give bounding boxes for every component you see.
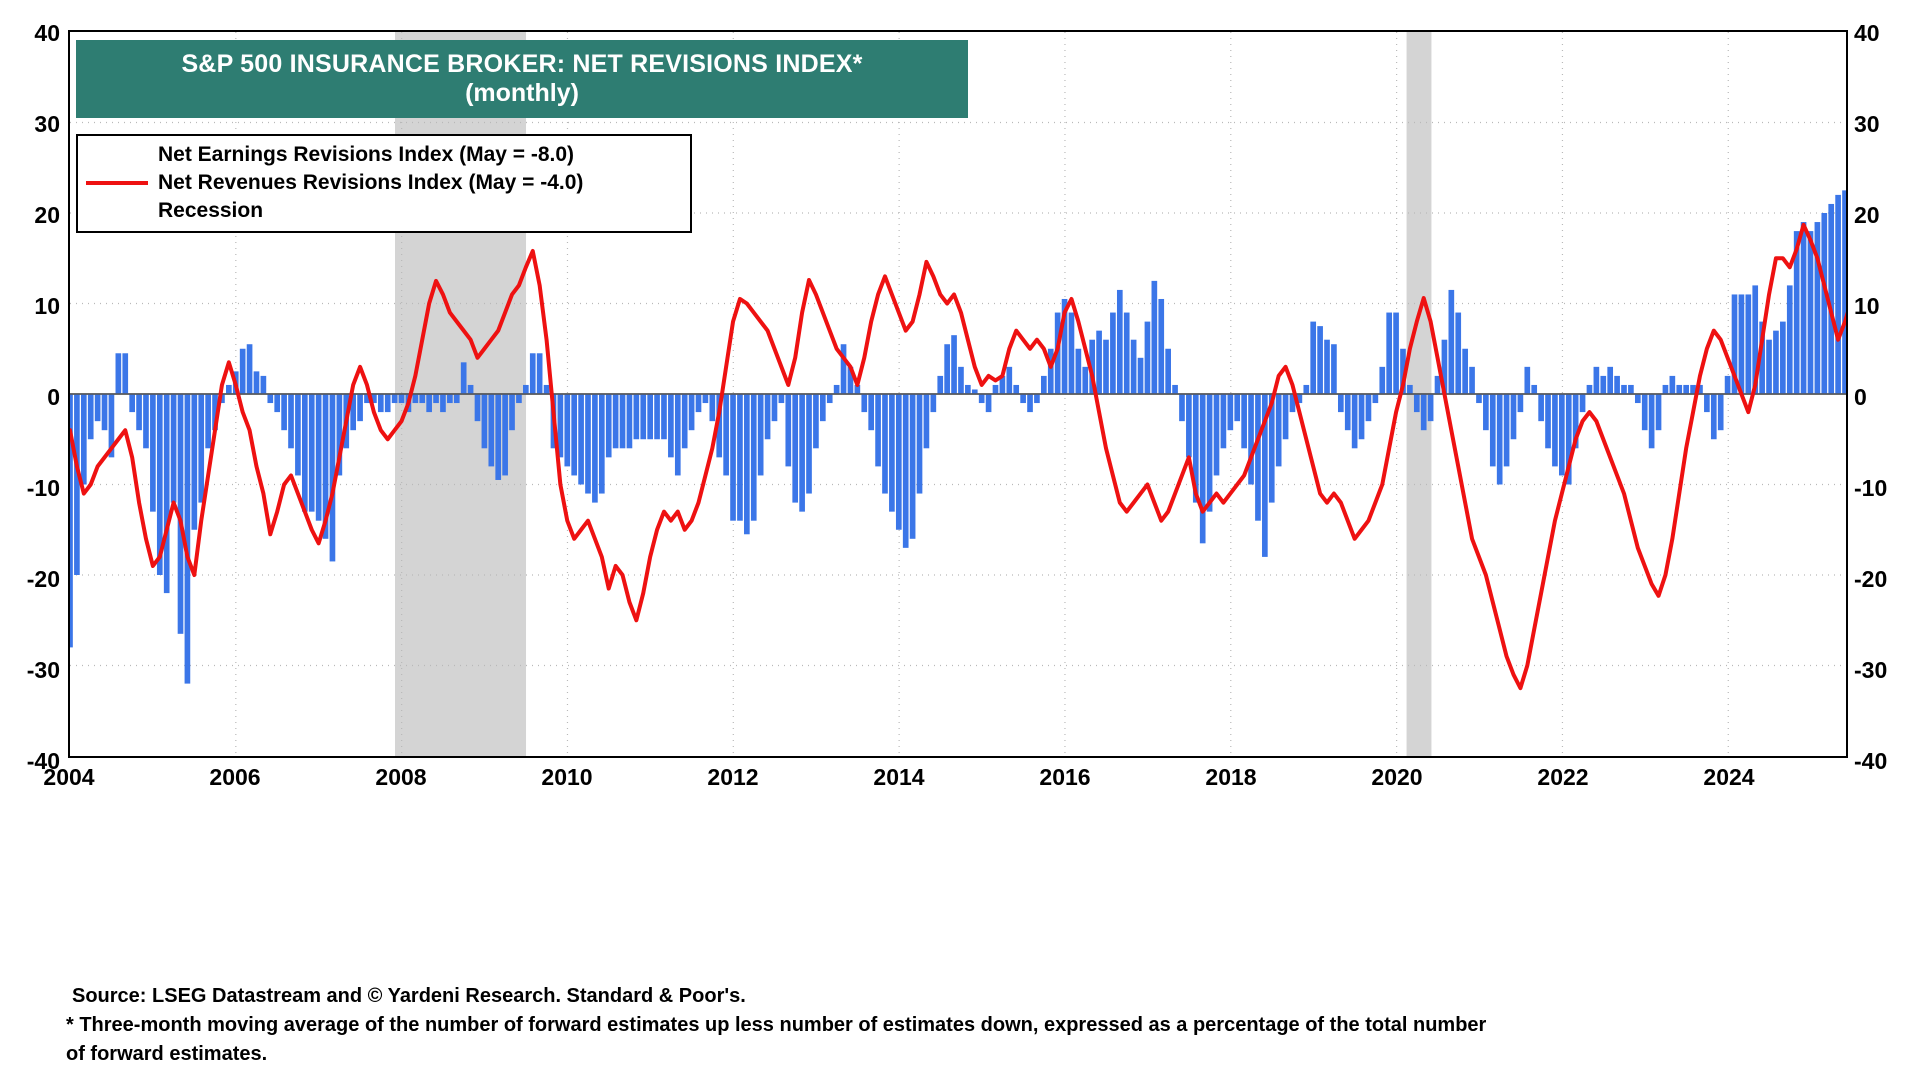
footnotes	[66, 982, 1866, 1069]
y-axis-tick-right: -30	[1854, 657, 1888, 683]
x-axis-tick: 2020	[1371, 764, 1423, 790]
x-axis-tick: 2012	[707, 764, 759, 790]
y-axis-tick-right: 20	[1854, 202, 1880, 228]
line-swatch-icon	[86, 173, 148, 193]
y-axis-tick-left: -20	[26, 566, 60, 592]
chart-title-line1: S&P 500 INSURANCE BROKER: NET REVISIONS INDEX*	[181, 50, 863, 79]
y-axis-tick-right: -40	[1854, 748, 1888, 774]
chart-title-band	[76, 40, 968, 118]
x-axis-tick: 2006	[209, 764, 261, 790]
y-axis-tick-right: 10	[1854, 293, 1880, 319]
x-axis-tick: 2010	[541, 764, 593, 790]
y-axis-tick-left: -30	[26, 657, 60, 683]
y-axis-tick-left: -40	[26, 748, 60, 774]
y-axis-tick-left: 0	[47, 384, 60, 410]
y-axis-tick-left: -10	[26, 475, 60, 501]
y-axis-tick-right: 30	[1854, 111, 1880, 137]
legend-label: Net Earnings Revisions Index (May = -8.0)	[158, 143, 575, 166]
y-axis-tick-right: -20	[1854, 566, 1888, 592]
x-axis-tick: 2018	[1205, 764, 1257, 790]
y-axis-tick-left: 40	[34, 20, 60, 46]
methodology-note-cont: of forward estimates.	[66, 1043, 268, 1065]
x-axis-tick: 2008	[375, 764, 427, 790]
x-axis-tick: 2014	[873, 764, 925, 790]
legend-label: Net Revenues Revisions Index (May = -4.0)	[158, 171, 584, 194]
source-note: Source: LSEG Datastream and © Yardeni Research. Standard & Poor's.	[72, 985, 746, 1007]
chart-title-line2: (monthly)	[465, 79, 579, 107]
chart-legend	[76, 134, 692, 233]
bars-swatch-icon	[86, 145, 148, 165]
y-axis-tick-right: 0	[1854, 384, 1867, 410]
methodology-note: * Three-month moving average of the number of forward estimates up less number of estimates down, expressed as a percentage of the total number	[66, 1014, 1487, 1036]
legend-label: Recession	[158, 199, 264, 222]
legend-item-net-earnings	[86, 141, 682, 169]
band-swatch-icon	[86, 201, 148, 221]
x-axis-tick: 2016	[1039, 764, 1091, 790]
y-axis-tick-right: 40	[1854, 20, 1880, 46]
y-axis-tick-left: 10	[34, 293, 60, 319]
legend-item-recession	[86, 197, 682, 225]
y-axis-tick-left: 30	[34, 111, 60, 137]
y-axis-tick-left: 20	[34, 202, 60, 228]
x-axis-tick: 2004	[43, 764, 95, 790]
x-axis-tick: 2024	[1703, 764, 1755, 790]
legend-item-net-revenues	[86, 169, 682, 197]
y-axis-tick-right: -10	[1854, 475, 1888, 501]
x-axis-tick: 2022	[1537, 764, 1589, 790]
